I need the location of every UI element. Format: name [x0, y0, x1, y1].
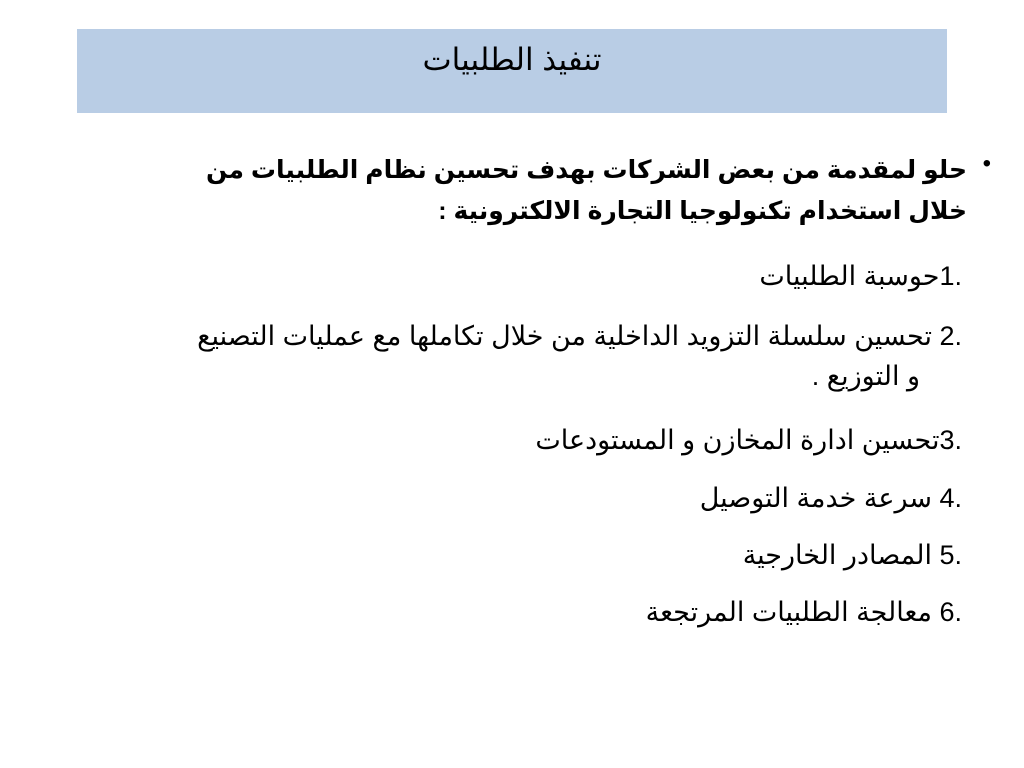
item-number: 3.: [939, 425, 962, 455]
item-text: تحسين ادارة المخازن و المستودعات: [535, 425, 940, 455]
item-number: 5.: [939, 540, 962, 570]
item-number: 4.: [939, 483, 962, 513]
item-number: 6.: [939, 597, 962, 627]
item-text: تحسين سلسلة التزويد الداخلية من خلال تكاملها مع عمليات التصنيع: [197, 321, 940, 351]
item-text: سرعة خدمة التوصيل: [699, 483, 940, 513]
list-item: [62, 592, 962, 632]
intro-text: [107, 150, 967, 232]
item-text: المصادر الخارجية: [742, 540, 940, 570]
list-item: [62, 316, 962, 396]
item-text: حوسبة الطلبيات: [759, 261, 940, 291]
intro-bullet: [107, 150, 991, 232]
bullet-marker: •: [982, 150, 991, 177]
item-number: 2.: [939, 321, 962, 351]
title-banner: [77, 29, 947, 113]
item-text: معالجة الطلبيات المرتجعة: [645, 597, 940, 627]
item-text-continued: و التوزيع .: [811, 361, 920, 391]
slide-title: تنفيذ الطلبيات: [422, 42, 602, 77]
item-number: 1.: [939, 261, 962, 291]
intro-line-2: خلال استخدام تكنولوجيا التجارة الالكترونية :: [438, 197, 967, 225]
list-item: [62, 478, 962, 518]
list-item: [62, 420, 962, 460]
list-item: [62, 256, 962, 296]
intro-line-1: حلو لمقدمة من بعض الشركات بهدف تحسين نظام الطلبيات من: [206, 156, 967, 184]
list-item: [62, 535, 962, 575]
